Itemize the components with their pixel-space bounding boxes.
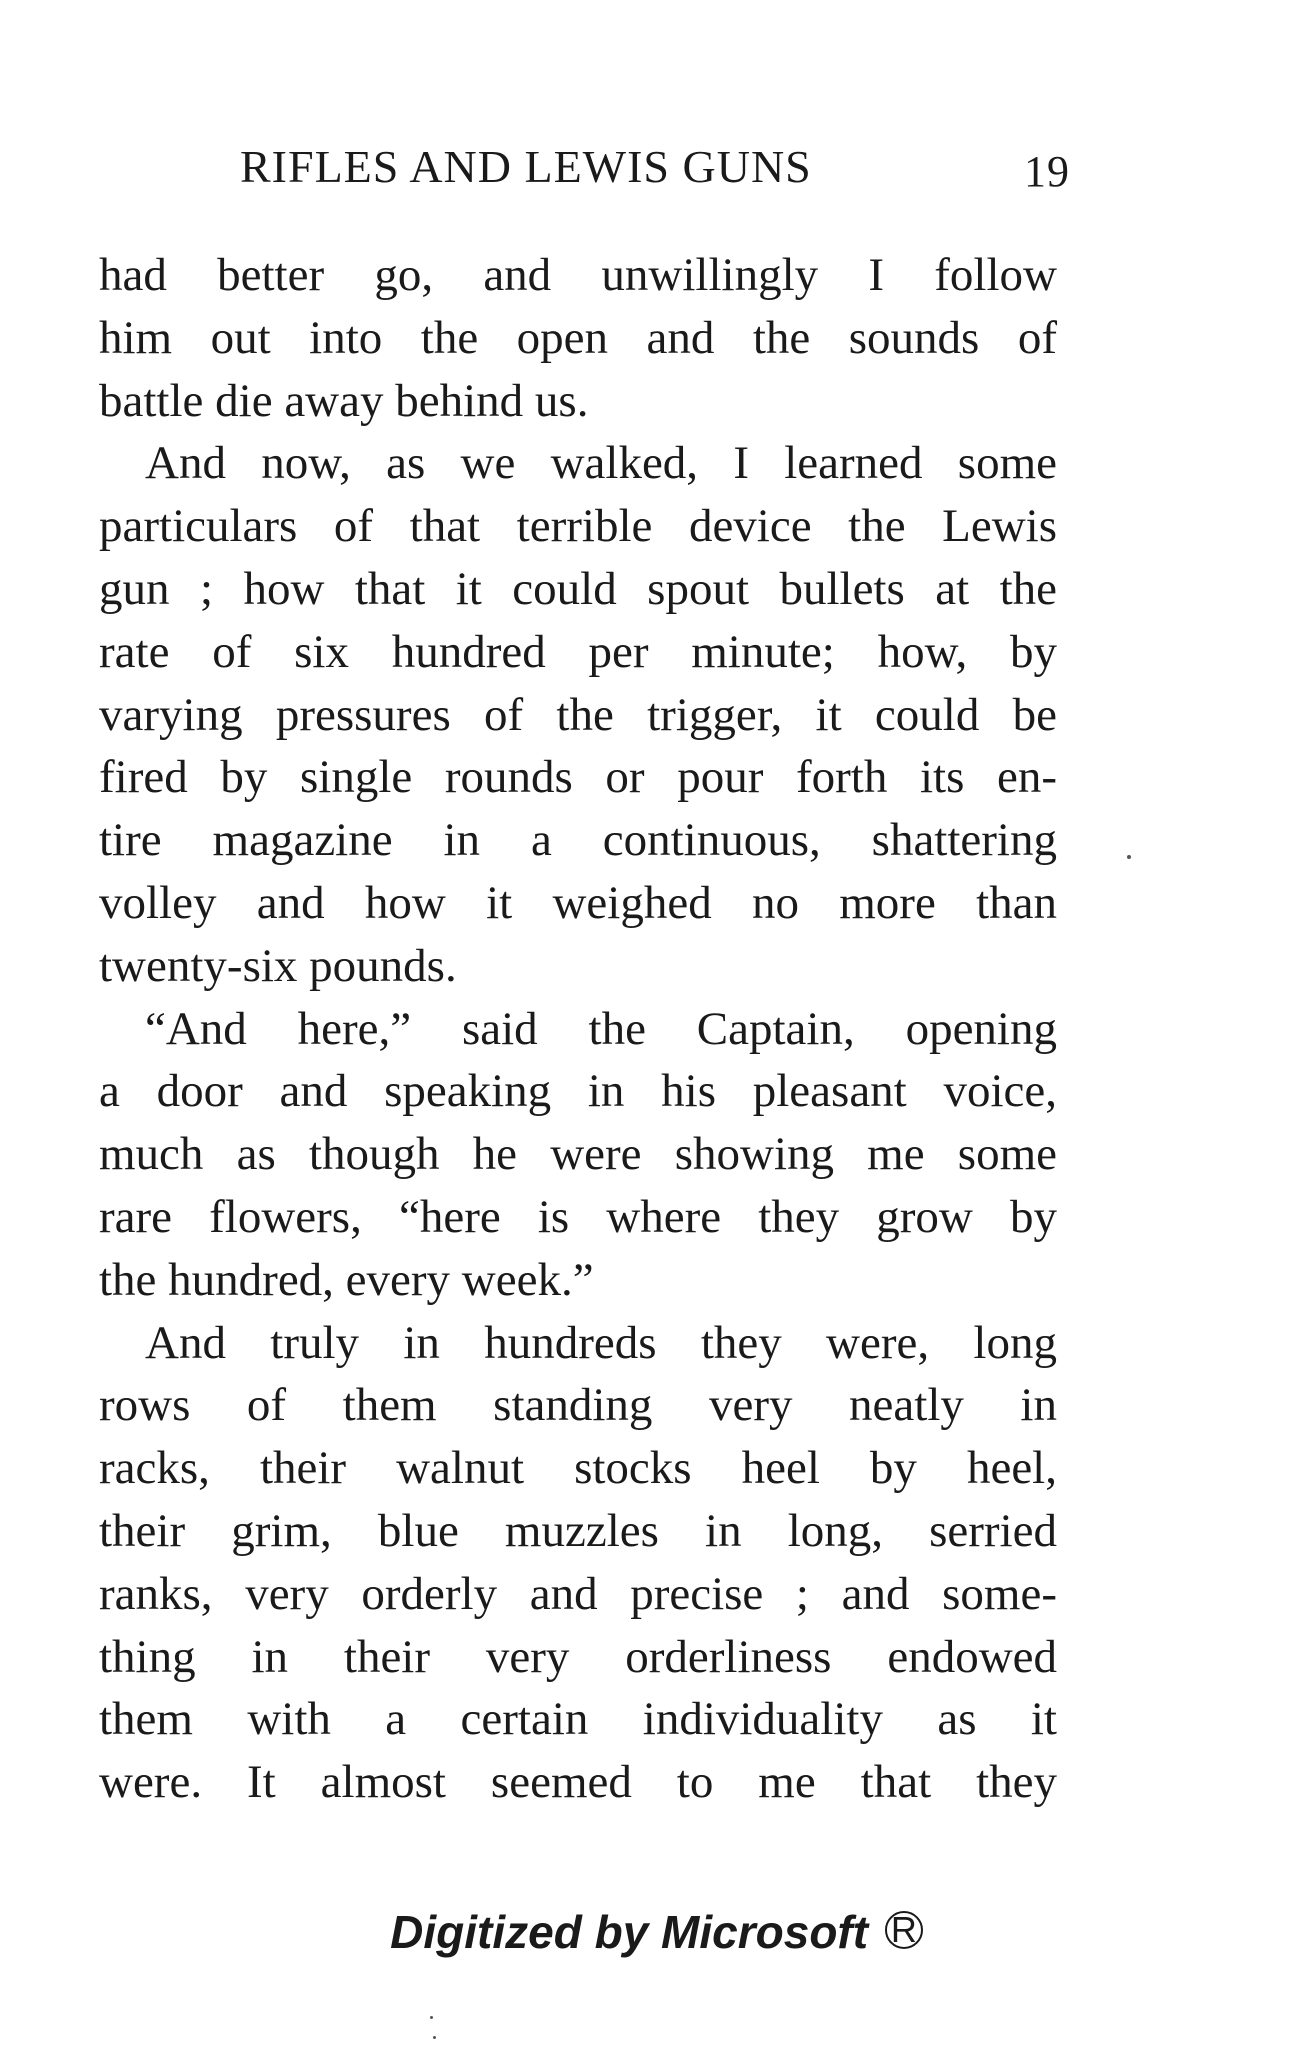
text-line: were. It almost seemed to me that they	[99, 1756, 1057, 1809]
text-line: much as though he were showing me some	[99, 1128, 1057, 1181]
text-line: them with a certain individuality as it	[99, 1693, 1057, 1746]
scan-speck	[1127, 855, 1131, 859]
scan-speck	[433, 2036, 436, 2039]
text-line: twenty-six pounds.	[99, 939, 457, 992]
page-number: 19	[1024, 147, 1070, 196]
text-line: a door and speaking in his pleasant voice,	[99, 1065, 1057, 1118]
registered-mark-icon: R	[885, 1911, 923, 1949]
text-line: had better go, and unwillingly I follow	[99, 249, 1057, 301]
text-line: rows of them standing very neatly in	[99, 1379, 1057, 1432]
text-line: fired by single rounds or pour forth its en-	[99, 751, 1057, 804]
text-line: thing in their very orderliness endowed	[99, 1630, 1057, 1683]
running-head	[240, 140, 1070, 210]
scan-speck	[430, 2016, 433, 2019]
text-line: tire magazine in a continuous, shattering	[99, 814, 1057, 867]
text-line: And now, as we walked, I learned some	[145, 437, 1057, 490]
digitization-watermark	[0, 1905, 1313, 1959]
text-line: the hundred, every week.”	[99, 1253, 594, 1306]
text-line: And truly in hundreds they were, long	[145, 1316, 1057, 1369]
text-line: varying pressures of the trigger, it could be	[99, 688, 1057, 741]
text-line: “And here,” said the Captain, opening	[145, 1002, 1057, 1055]
text-line: ranks, very orderly and precise ; and some-	[99, 1567, 1057, 1620]
body-text	[99, 244, 1057, 1814]
text-line: particulars of that terrible device the Lewis	[99, 500, 1057, 553]
text-line: racks, their walnut stocks heel by heel,	[99, 1442, 1057, 1495]
text-line: battle die away behind us.	[99, 374, 589, 427]
text-line: him out into the open and the sounds of	[99, 311, 1057, 364]
running-title: RIFLES AND LEWIS GUNS	[240, 141, 812, 192]
text-line: rare flowers, “here is where they grow by	[99, 1190, 1057, 1243]
text-line: volley and how it weighed no more than	[99, 876, 1057, 929]
watermark-text: Digitized by Microsoft	[390, 1906, 869, 1958]
text-line: gun ; how that it could spout bullets at the	[99, 562, 1057, 615]
text-line: their grim, blue muzzles in long, serried	[99, 1504, 1057, 1557]
text-line: rate of six hundred per minute; how, by	[99, 625, 1057, 678]
